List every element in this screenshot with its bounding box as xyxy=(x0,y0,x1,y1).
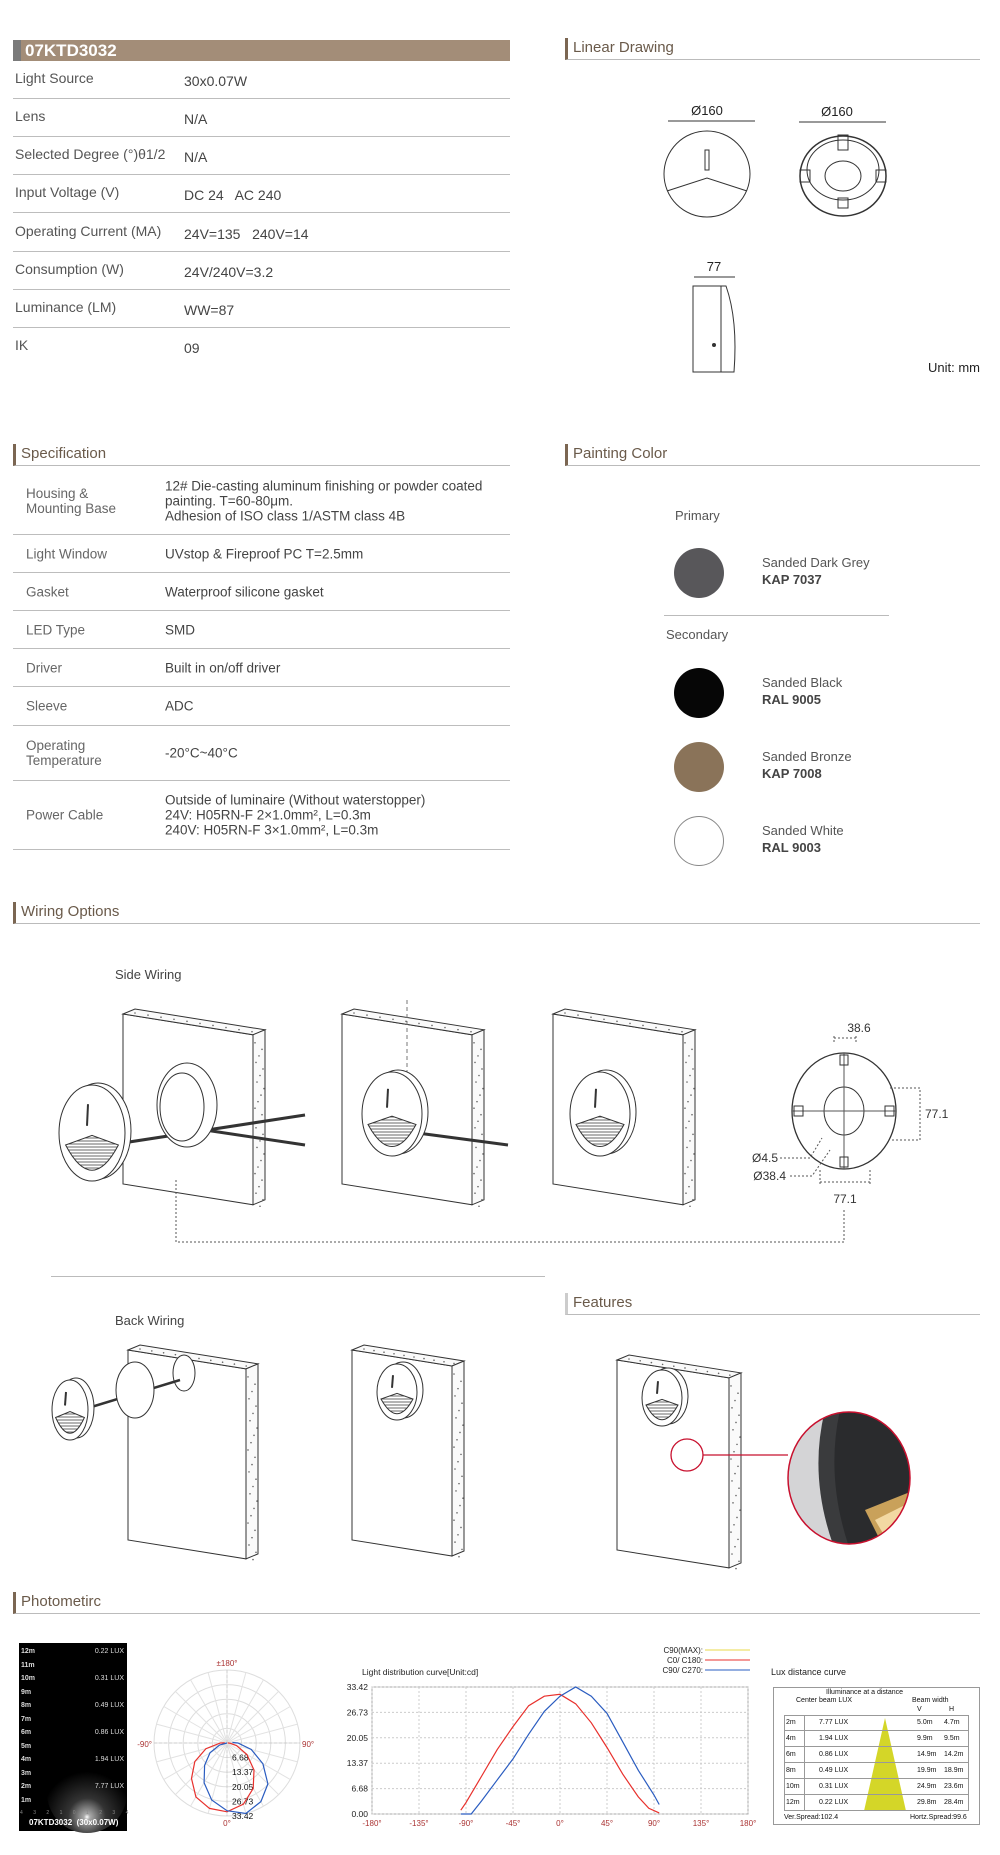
luminaire-back-exploded xyxy=(52,1378,94,1440)
y-tick-label: 26.73 xyxy=(346,1707,368,1718)
lux-table-text: Center beam LUX xyxy=(796,1697,853,1704)
spec-label: Light Window xyxy=(26,546,108,561)
spec-label: Operating Temperature xyxy=(26,738,102,768)
color-name: Sanded Dark Grey xyxy=(762,555,870,570)
property-row xyxy=(13,61,510,99)
y-tick-label: 6.68 xyxy=(351,1783,368,1794)
property-value: N/A xyxy=(184,149,208,165)
lux-table-text: 6m xyxy=(786,1751,796,1758)
property-row xyxy=(13,328,510,366)
lux-table-row xyxy=(784,1731,969,1747)
x-tick-label: 0° xyxy=(556,1819,564,1828)
spec-label: Driver xyxy=(26,660,62,675)
spec-row xyxy=(13,611,510,649)
spec-value: UVstop & Fireproof PC T=2.5mm xyxy=(165,546,364,561)
dim-center: Ø38.4 xyxy=(753,1169,786,1183)
lux-table-text: 9.5m xyxy=(944,1735,960,1742)
dim-77-1-h: 77.1 xyxy=(833,1192,857,1206)
section-linear-drawing: Linear Drawing xyxy=(565,38,980,60)
color-divider xyxy=(664,615,889,616)
spec-row xyxy=(13,467,510,535)
luminaire-back-mounted xyxy=(377,1362,423,1420)
side-view xyxy=(693,286,735,372)
lux-value-label: 0.86 LUX xyxy=(94,1729,124,1736)
lux-table-text: H xyxy=(949,1706,955,1713)
cell-divider xyxy=(804,1763,805,1779)
spec-row xyxy=(13,726,510,781)
lux-table-text: 0.31 LUX xyxy=(819,1783,849,1790)
cell-divider xyxy=(804,1715,805,1731)
x-tick-label: -90° xyxy=(458,1819,474,1828)
lux-distance-label: 5m xyxy=(21,1742,32,1750)
lux-table-text: 0.22 LUX xyxy=(819,1799,849,1806)
section-photometric: Photometirc xyxy=(13,1592,980,1614)
cell-divider xyxy=(804,1731,805,1747)
lux-table-text: 1.94 LUX xyxy=(819,1735,849,1742)
property-row xyxy=(13,99,510,137)
lux-x-tick: 4 xyxy=(125,1810,129,1816)
lux-table-text: 9.9m xyxy=(917,1735,933,1742)
polar-angle-label: ±180° xyxy=(216,1659,238,1668)
x-tick-label: 45° xyxy=(600,1819,614,1828)
property-label: Consumption (W) xyxy=(15,261,124,277)
lux-table-text: 29.8m xyxy=(917,1799,937,1806)
color-name: Sanded White xyxy=(762,823,844,838)
x-tick-label: 90° xyxy=(647,1819,661,1828)
lux-value-label: 0.22 LUX xyxy=(94,1648,124,1655)
lux-value-label: 1.94 LUX xyxy=(94,1756,124,1763)
spec-row xyxy=(13,535,510,573)
property-value: 24V=135 240V=14 xyxy=(184,226,309,242)
property-value: DC 24 AC 240 xyxy=(184,187,282,203)
legend-label: C90/ C270: xyxy=(662,1666,703,1675)
color-code: KAP 7037 xyxy=(762,572,822,587)
x-tick-label: -135° xyxy=(409,1819,429,1828)
lux-x-tick: 2 xyxy=(46,1810,50,1816)
light-distribution-chart xyxy=(330,1640,760,1850)
property-row xyxy=(13,252,510,290)
connector-dotted-line xyxy=(176,1180,844,1242)
property-value: 24V/240V=3.2 xyxy=(184,264,274,280)
lux-table-text: 18.9m xyxy=(944,1767,964,1774)
dim-38-6: 38.6 xyxy=(847,1021,871,1035)
color-name: Sanded Bronze xyxy=(762,749,852,764)
spec-row xyxy=(13,573,510,611)
lux-x-tick: 1 xyxy=(86,1810,89,1816)
property-label: Operating Current (MA) xyxy=(15,223,162,239)
lux-table-text: 14.9m xyxy=(917,1751,937,1758)
spec-value: 12# Die-casting aluminum finishing or powder coated painting. T=60-80μm. Adhesion of ISO class 1/ASTM class 4B xyxy=(165,478,483,523)
property-row xyxy=(13,290,510,328)
lux-table-text: 12m xyxy=(786,1799,800,1806)
spec-label: Sleeve xyxy=(26,698,68,714)
property-label: Light Source xyxy=(15,70,94,86)
lux-distance-label: 12m xyxy=(21,1648,36,1655)
lux-table-text: 4.7m xyxy=(944,1719,960,1726)
unit-label: Unit: mm xyxy=(928,360,980,375)
property-value: 30x0.07W xyxy=(184,73,248,89)
lux-table-row xyxy=(784,1779,969,1795)
y-tick-label: 20.05 xyxy=(346,1732,368,1743)
legend-label: C0/ C180: xyxy=(666,1656,703,1665)
lux-distance-label: 10m xyxy=(21,1675,36,1682)
lux-value-label: 0.31 LUX xyxy=(94,1675,124,1682)
property-label: IK xyxy=(15,337,29,353)
property-label: Lens xyxy=(15,108,46,124)
lux-table-row xyxy=(784,1747,969,1763)
property-label: Input Voltage (V) xyxy=(15,184,120,200)
lux-distance-label: 6m xyxy=(21,1729,32,1736)
property-value: 09 xyxy=(184,340,200,356)
lux-table-text: Illuminance at a distance xyxy=(826,1689,904,1696)
color-name-block xyxy=(762,748,852,782)
section-painting-color: Painting Color xyxy=(565,444,980,466)
lux-x-tick: 0 xyxy=(72,1810,76,1816)
lux-table-title: Lux distance curve xyxy=(771,1667,847,1677)
lux-distance-label: 11m xyxy=(21,1661,35,1669)
spec-label: LED Type xyxy=(26,622,86,637)
color-code: RAL 9003 xyxy=(762,840,822,855)
y-tick-label: 13.37 xyxy=(346,1758,368,1769)
property-row xyxy=(13,137,510,175)
lux-distance-label: 1m xyxy=(21,1796,32,1804)
y-tick-label: 33.42 xyxy=(346,1682,368,1692)
spec-value: -20°C~40°C xyxy=(165,745,238,761)
lux-distance-image xyxy=(19,1643,127,1831)
color-swatch xyxy=(674,816,724,866)
color-code: KAP 7008 xyxy=(762,766,822,781)
lux-table-text: 19.9m xyxy=(917,1767,937,1774)
dim-front: Ø160 xyxy=(691,103,723,118)
spec-row xyxy=(13,649,510,687)
section-features: Features xyxy=(565,1293,980,1315)
polar-ring-label: 26.73 xyxy=(232,1796,254,1807)
cell-divider xyxy=(804,1747,805,1763)
x-tick-label: -45° xyxy=(505,1819,521,1828)
back-view xyxy=(800,136,886,216)
luminaire-feature xyxy=(642,1368,688,1426)
lux-distance-table xyxy=(773,1687,980,1825)
lux-table-row xyxy=(784,1795,969,1811)
lux-image-caption: 07KTD3032 (30x0.07W) xyxy=(29,1818,119,1827)
spec-value: Waterproof silicone gasket xyxy=(165,584,324,599)
lux-table-text: Ver.Spread:102.4 xyxy=(784,1814,839,1821)
polar-ring-label: 20.05 xyxy=(232,1781,254,1792)
x-tick-label: 180° xyxy=(739,1819,757,1828)
lux-table-text: 8m xyxy=(786,1767,796,1774)
luminaire-mounted-1 xyxy=(362,1070,428,1156)
lux-distance-label: 2m xyxy=(21,1783,32,1790)
section-wiring-options: Wiring Options xyxy=(13,902,980,924)
dim-back: Ø160 xyxy=(821,104,853,119)
luminaire-exploded xyxy=(59,1083,131,1181)
spec-label: Power Cable xyxy=(26,807,104,823)
lux-table-text: 14.2m xyxy=(944,1751,964,1758)
property-label: Luminance (LM) xyxy=(15,299,117,315)
spec-label: Gasket xyxy=(26,584,69,599)
lux-value-label: 7.77 LUX xyxy=(94,1783,124,1790)
lux-table-text: 7.77 LUX xyxy=(819,1719,849,1726)
dim-depth: 77 xyxy=(706,259,722,274)
lux-table-text: 4m xyxy=(786,1735,796,1742)
dim-77-1-v: 77.1 xyxy=(925,1107,949,1121)
lux-table-row xyxy=(784,1715,969,1731)
lux-table-row xyxy=(784,1763,969,1779)
y-tick-label: 0.00 xyxy=(351,1809,368,1819)
primary-label: Primary xyxy=(675,508,720,523)
polar-ring-label: 33.42 xyxy=(232,1811,254,1821)
cell-divider xyxy=(804,1795,805,1811)
lux-x-tick: 4 xyxy=(20,1810,23,1816)
color-name: Sanded Black xyxy=(762,675,843,690)
lux-table-text: V xyxy=(917,1706,922,1713)
spec-row xyxy=(13,687,510,726)
property-value: WW=87 xyxy=(184,302,235,318)
property-label: Selected Degree (°)θ1/2 xyxy=(15,146,166,162)
color-name-block xyxy=(762,822,844,856)
secondary-label: Secondary xyxy=(666,627,729,642)
polar-angle-label: 0° xyxy=(223,1819,231,1828)
linear-drawing xyxy=(560,90,1000,390)
lux-distance-label: 3m xyxy=(21,1769,32,1777)
x-tick-label: 135° xyxy=(692,1819,710,1828)
plot-area xyxy=(372,1687,748,1814)
property-row xyxy=(13,214,510,252)
lux-table-text: Hortz.Spread:99.6 xyxy=(910,1814,967,1821)
spec-value: SMD xyxy=(165,622,195,637)
polar-angle-label: 90° xyxy=(302,1740,315,1749)
lux-distance-label: 7m xyxy=(21,1715,32,1723)
base-plate-drawing xyxy=(752,1021,949,1206)
side-wiring-label: Side Wiring xyxy=(115,967,182,982)
lux-table-text: 0.49 LUX xyxy=(819,1767,849,1774)
lux-table-text: 28.4m xyxy=(944,1799,964,1806)
lux-x-tick: 3 xyxy=(112,1810,116,1816)
lux-value-label: 0.49 LUX xyxy=(94,1702,124,1709)
luminaire-mounted-2 xyxy=(570,1070,636,1156)
lux-table-text: Beam width xyxy=(912,1697,949,1704)
color-name-block xyxy=(762,554,870,588)
legend-label: C90(MAX): xyxy=(663,1646,703,1655)
polar-angle-label: -90° xyxy=(137,1740,152,1749)
spec-value: ADC xyxy=(165,698,194,714)
lux-table-text: 10m xyxy=(786,1783,800,1790)
lux-table-text: 23.6m xyxy=(944,1783,964,1790)
color-code: RAL 9005 xyxy=(762,692,822,707)
lux-table-text: 5.0m xyxy=(917,1719,933,1726)
color-swatch xyxy=(674,548,724,598)
lux-distance-label: 4m xyxy=(21,1756,32,1763)
color-name-block xyxy=(762,674,842,708)
front-view xyxy=(664,131,750,217)
color-swatch xyxy=(674,742,724,792)
spec-value: Outside of luminaire (Without waterstopper) 24V: H05RN-F 2×1.0mm², L=0.3m 240V: H05RN-F 3×1.0mm², L=0.3m xyxy=(165,792,426,838)
lux-table-text: 0.86 LUX xyxy=(819,1751,849,1758)
spec-value: Built in on/off driver xyxy=(165,660,281,675)
cell-divider xyxy=(804,1779,805,1795)
section-specification: Specification xyxy=(13,444,510,466)
x-tick-label: -180° xyxy=(362,1819,382,1828)
lux-table-text: 24.9m xyxy=(917,1783,937,1790)
chart-title: Light distribution curve[Unit:cd] xyxy=(362,1667,479,1677)
polar-ring-label: 6.68 xyxy=(232,1752,249,1763)
property-value: N/A xyxy=(184,111,208,127)
lux-distance-label: 8m xyxy=(21,1702,32,1709)
property-row xyxy=(13,175,510,213)
lux-x-tick: 3 xyxy=(33,1810,36,1816)
dim-hole: Ø4.5 xyxy=(751,1151,778,1165)
back-wiring-label: Back Wiring xyxy=(115,1313,185,1328)
spec-row xyxy=(13,781,510,850)
lux-distance-label: 9m xyxy=(21,1688,32,1696)
lux-x-tick: 2 xyxy=(99,1810,102,1816)
polar-chart xyxy=(137,1655,315,1830)
lux-table-text: 2m xyxy=(786,1719,796,1726)
polar-ring-label: 13.37 xyxy=(232,1767,254,1778)
wiring-drawings xyxy=(0,990,1000,1570)
product-model-title: 07KTD3032 xyxy=(13,40,510,61)
lux-x-tick: 1 xyxy=(59,1810,63,1816)
spec-label: Housing & Mounting Base xyxy=(26,485,117,516)
color-swatch xyxy=(674,668,724,718)
